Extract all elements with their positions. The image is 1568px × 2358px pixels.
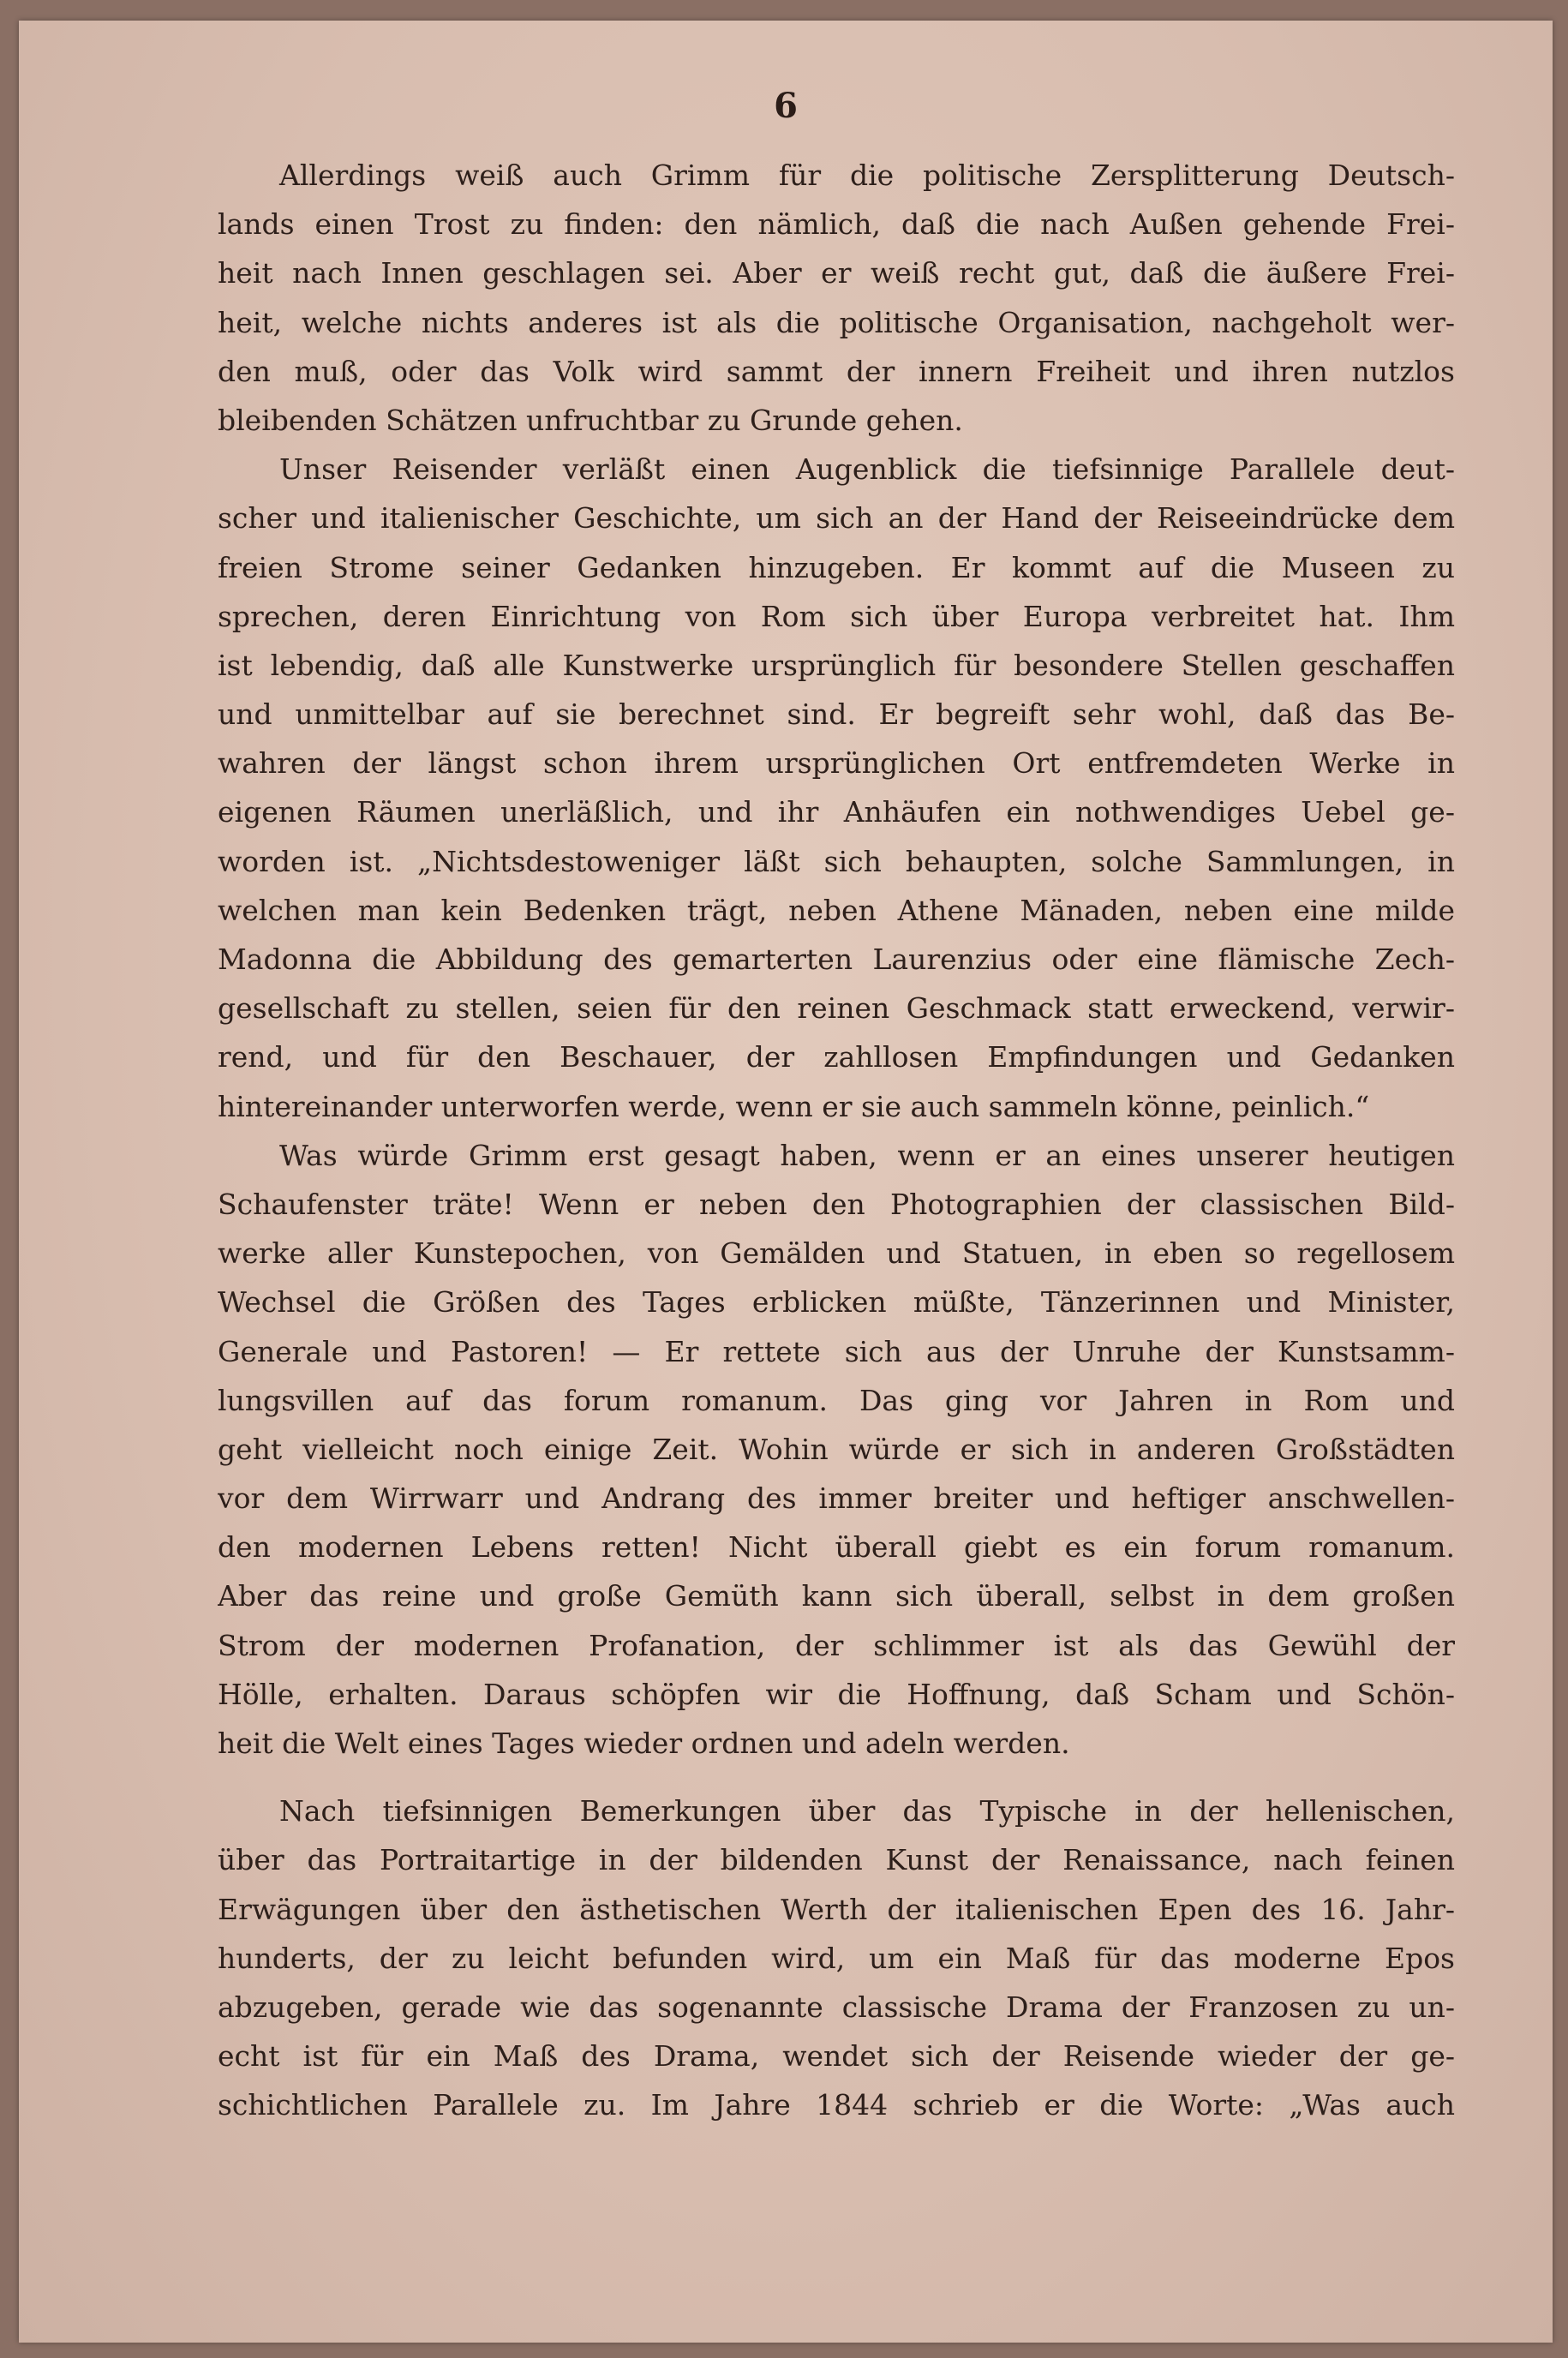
text-line: welchen man kein Bedenken trägt, neben Athene Mänaden, neben eine milde [218,893,1455,927]
text-line: Madonna die Abbildung des gemarterten Laurenzius oder eine flämische Zech- [218,943,1455,976]
text-line: rend, und für den Beschauer, der zahllosen Empfindungen und Gedanken [218,1040,1455,1074]
text-line: scher und italienischer Geschichte, um sich an der Hand der Reiseeindrücke dem [218,501,1455,536]
paragraph [218,445,1455,1131]
text-line: den muß, oder das Volk wird sammt der innern Freiheit und ihren nutzlos [218,354,1455,388]
text-line: werke aller Kunstepochen, von Gemälden und Statuen, in eben so regellosem [218,1236,1455,1271]
text-line: bleibenden Schätzen unfruchtbar zu Grunde gehen. [218,403,963,437]
text-line: geht vielleicht noch einige Zeit. Wohin würde er sich in anderen Großstädten [218,1432,1455,1466]
text-line: lungsvillen auf das forum romanum. Das ging vor Jahren in Rom und [218,1383,1455,1417]
text-line: Was würde Grimm erst gesagt haben, wenn er an eines unserer heutigen [279,1138,1455,1172]
text-line: Schaufenster träte! Wenn er neben den Photographien der classischen Bild- [218,1187,1455,1221]
text-body [218,151,1455,2130]
text-line: lands einen Trost zu finden: den nämlich, daß die nach Außen gehende Frei- [218,207,1455,242]
text-line: worden ist. „Nichtsdestoweniger läßt sich behaupten, solche Sammlungen, in [218,844,1455,878]
text-line: Aber das reine und große Gemüth kann sich überall, selbst in dem großen [218,1579,1455,1613]
text-line: hintereinander unterworfen werde, wenn er sie auch sammeln könne, peinlich.“ [218,1089,1370,1123]
paragraph [218,151,1455,445]
text-line: hunderts, der zu leicht befunden wird, um ein Maß für das moderne Epos [218,1941,1455,1975]
paragraph [218,1786,1455,2129]
text-line: schichtlichen Parallele zu. Im Jahre 1844 schrieb er die Worte: „Was auch [218,2088,1455,2122]
text-line: echt ist für ein Maß des Drama, wendet sich der Reisende wieder der ge- [218,2039,1455,2074]
text-line: Unser Reisender verläßt einen Augenblick die tiefsinnige Parallele deut- [279,452,1455,487]
text-line: abzugeben, gerade wie das sogenannte classische Drama der Franzosen zu un- [218,1990,1455,2024]
text-line: freien Strome seiner Gedanken hinzugeben. Er kommt auf die Museen zu [218,550,1455,584]
text-line: sprechen, deren Einrichtung von Rom sich über Europa verbreitet hat. Ihm [218,599,1455,633]
text-line: und unmittelbar auf sie berechnet sind. Er begreift sehr wohl, daß das Be- [218,697,1455,732]
text-line: heit die Welt eines Tages wieder ordnen und adeln werden. [218,1727,1070,1760]
text-line: ist lebendig, daß alle Kunstwerke ursprünglich für besondere Stellen geschaffen [218,648,1455,682]
text-line: Allerdings weiß auch Grimm für die politische Zersplitterung Deutsch- [279,159,1455,192]
text-line: Generale und Pastoren! — Er rettete sich aus der Unruhe der Kunstsamm- [218,1334,1455,1368]
text-line: eigenen Räumen unerläßlich, und ihr Anhäufen ein nothwendiges Uebel ge- [218,795,1455,829]
text-line: Strom der modernen Profanation, der schlimmer ist als das Gewühl der [218,1628,1455,1662]
text-line: heit, welche nichts anderes ist als die politische Organisation, nachgeholt wer- [218,305,1455,339]
text-line: Nach tiefsinnigen Bemerkungen über das Typische in der hellenischen, [279,1794,1455,1828]
text-line: Wechsel die Größen des Tages erblicken müßte, Tänzerinnen und Minister, [218,1285,1455,1320]
book-page [19,21,1553,2343]
text-line: heit nach Innen geschlagen sei. Aber er weiß recht gut, daß die äußere Frei- [218,256,1455,290]
text-line: über das Portraitartige in der bildenden Kunst der Renaissance, nach feinen [218,1843,1455,1877]
text-line: den modernen Lebens retten! Nicht überall giebt es ein forum romanum. [218,1530,1455,1565]
paragraph [218,1131,1455,1768]
text-line: Erwägungen über den ästhetischen Werth der italienischen Epen des 16. Jahr- [218,1892,1455,1926]
text-line: wahren der längst schon ihrem ursprünglichen Ort entfremdeten Werke in [218,746,1455,781]
text-line: Hölle, erhalten. Daraus schöpfen wir die Hoffnung, daß Scham und Schön- [218,1677,1455,1711]
page-number: 6 [774,86,798,126]
text-line: vor dem Wirrwarr und Andrang des immer breiter und heftiger anschwellen- [218,1481,1455,1516]
text-line: gesellschaft zu stellen, seien für den reinen Geschmack statt erweckend, verwir- [218,991,1455,1026]
